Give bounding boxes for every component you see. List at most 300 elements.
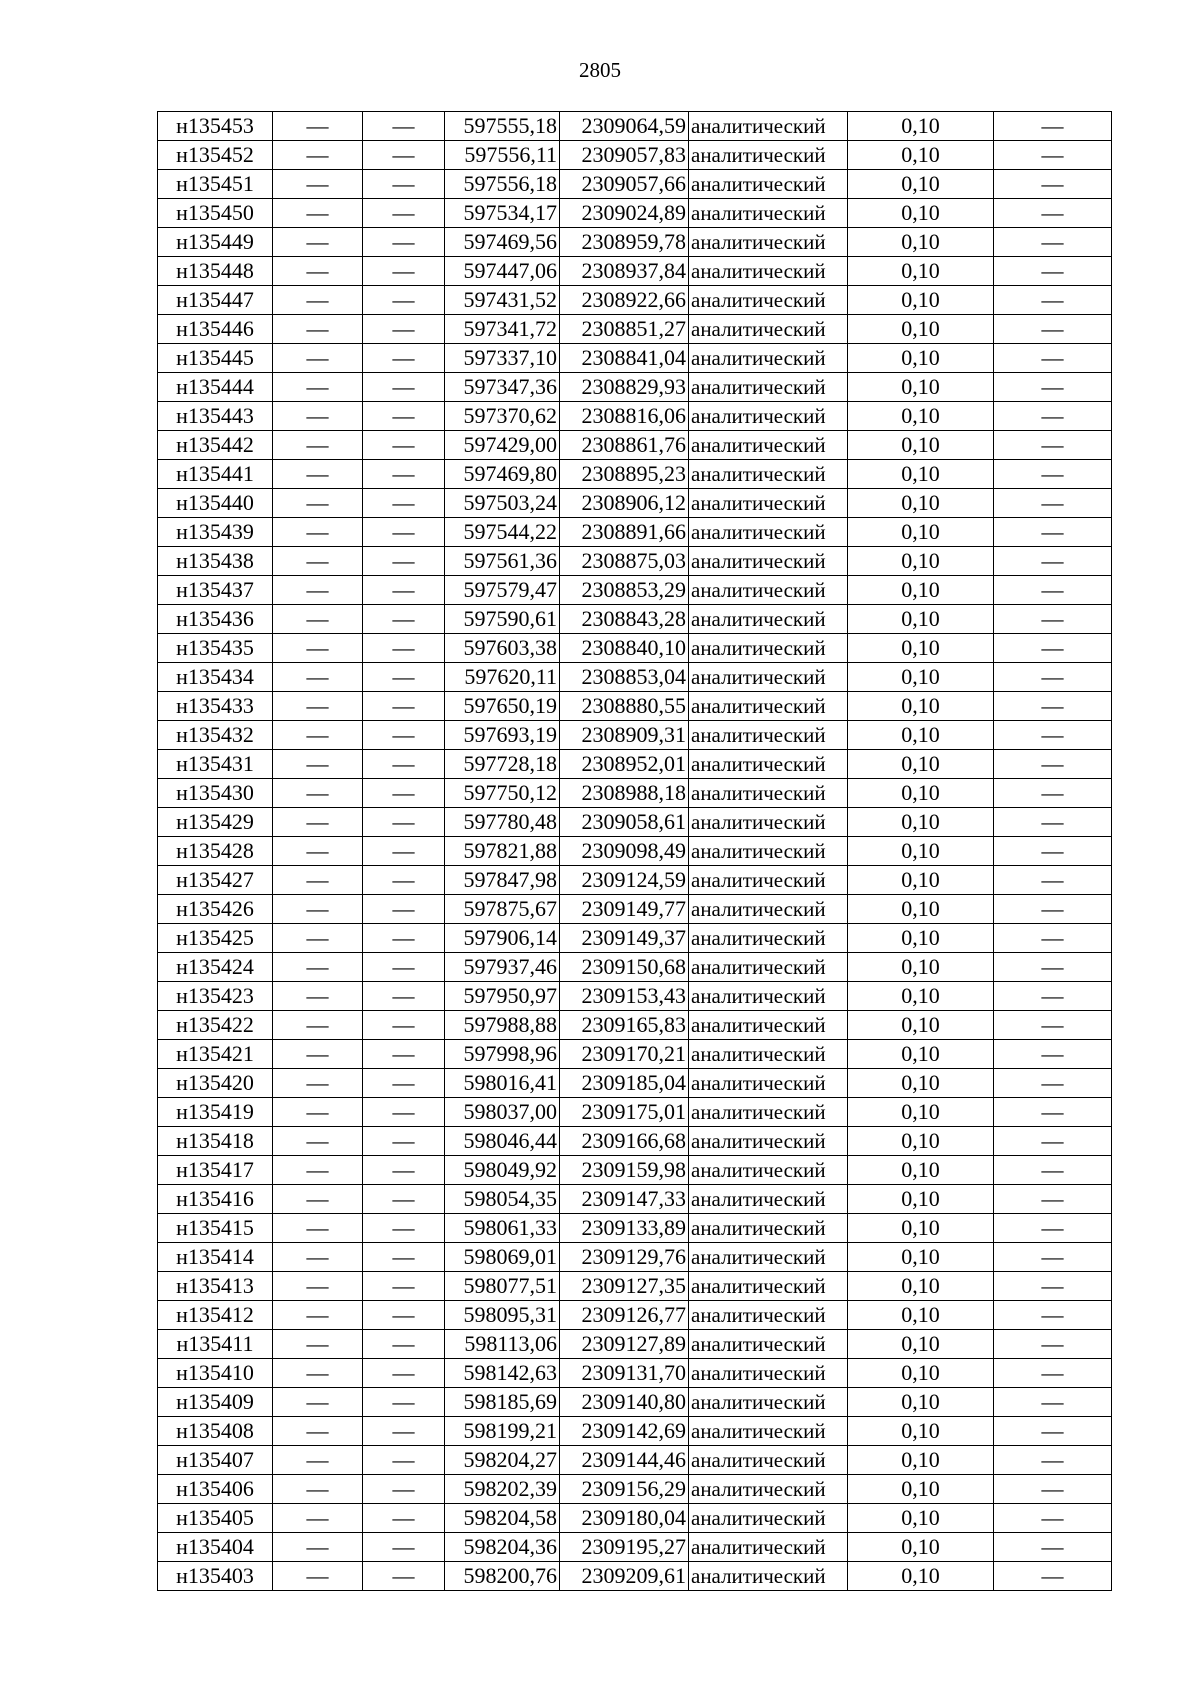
x-coordinate-cell: 598204,58: [445, 1504, 560, 1533]
dash-cell: —: [994, 402, 1112, 431]
accuracy-cell: 0,10: [848, 257, 994, 286]
dash-cell: —: [994, 1533, 1112, 1562]
accuracy-cell: 0,10: [848, 141, 994, 170]
x-coordinate-cell: 597555,18: [445, 112, 560, 141]
dash-cell: —: [994, 866, 1112, 895]
dash-cell: —: [994, 924, 1112, 953]
x-coordinate-cell: 598016,41: [445, 1069, 560, 1098]
method-cell: аналитический: [689, 1504, 848, 1533]
accuracy-cell: 0,10: [848, 1098, 994, 1127]
dash-cell: —: [994, 1040, 1112, 1069]
table-row: [158, 112, 1112, 141]
point-id-cell: н135435: [158, 634, 273, 663]
accuracy-cell: 0,10: [848, 1388, 994, 1417]
accuracy-cell: 0,10: [848, 170, 994, 199]
point-id-cell: н135436: [158, 605, 273, 634]
dash-cell: —: [273, 1417, 363, 1446]
accuracy-cell: 0,10: [848, 1330, 994, 1359]
dash-cell: —: [273, 779, 363, 808]
dash-cell: —: [363, 692, 445, 721]
dash-cell: —: [273, 112, 363, 141]
point-id-cell: н135421: [158, 1040, 273, 1069]
accuracy-cell: 0,10: [848, 402, 994, 431]
accuracy-cell: 0,10: [848, 1069, 994, 1098]
accuracy-cell: 0,10: [848, 1272, 994, 1301]
table-row: [158, 1011, 1112, 1040]
y-coordinate-cell: 2308906,12: [560, 489, 689, 518]
dash-cell: —: [994, 808, 1112, 837]
dash-cell: —: [363, 402, 445, 431]
point-id-cell: н135418: [158, 1127, 273, 1156]
dash-cell: —: [994, 1330, 1112, 1359]
dash-cell: —: [363, 1011, 445, 1040]
table-row: [158, 605, 1112, 634]
dash-cell: —: [273, 1504, 363, 1533]
y-coordinate-cell: 2308841,04: [560, 344, 689, 373]
y-coordinate-cell: 2309159,98: [560, 1156, 689, 1185]
dash-cell: —: [363, 779, 445, 808]
table-row: [158, 1417, 1112, 1446]
table-row: [158, 315, 1112, 344]
table-row: [158, 460, 1112, 489]
point-id-cell: н135406: [158, 1475, 273, 1504]
dash-cell: —: [363, 1040, 445, 1069]
dash-cell: —: [363, 634, 445, 663]
x-coordinate-cell: 597603,38: [445, 634, 560, 663]
y-coordinate-cell: 2309140,80: [560, 1388, 689, 1417]
y-coordinate-cell: 2309144,46: [560, 1446, 689, 1475]
x-coordinate-cell: 598204,27: [445, 1446, 560, 1475]
dash-cell: —: [994, 1417, 1112, 1446]
accuracy-cell: 0,10: [848, 779, 994, 808]
point-id-cell: н135408: [158, 1417, 273, 1446]
dash-cell: —: [273, 1098, 363, 1127]
point-id-cell: н135426: [158, 895, 273, 924]
accuracy-cell: 0,10: [848, 112, 994, 141]
method-cell: аналитический: [689, 373, 848, 402]
x-coordinate-cell: 597988,88: [445, 1011, 560, 1040]
dash-cell: —: [363, 1098, 445, 1127]
point-id-cell: н135442: [158, 431, 273, 460]
x-coordinate-cell: 597556,18: [445, 170, 560, 199]
dash-cell: —: [994, 837, 1112, 866]
dash-cell: —: [994, 112, 1112, 141]
point-id-cell: н135433: [158, 692, 273, 721]
table-row: [158, 866, 1112, 895]
x-coordinate-cell: 597503,24: [445, 489, 560, 518]
y-coordinate-cell: 2308853,04: [560, 663, 689, 692]
dash-cell: —: [994, 721, 1112, 750]
point-id-cell: н135417: [158, 1156, 273, 1185]
x-coordinate-cell: 598204,36: [445, 1533, 560, 1562]
method-cell: аналитический: [689, 692, 848, 721]
method-cell: аналитический: [689, 1127, 848, 1156]
table-row: [158, 895, 1112, 924]
method-cell: аналитический: [689, 1069, 848, 1098]
point-id-cell: н135429: [158, 808, 273, 837]
accuracy-cell: 0,10: [848, 315, 994, 344]
point-id-cell: н135403: [158, 1562, 273, 1591]
method-cell: аналитический: [689, 1214, 848, 1243]
y-coordinate-cell: 2309170,21: [560, 1040, 689, 1069]
point-id-cell: н135437: [158, 576, 273, 605]
table-row: [158, 141, 1112, 170]
dash-cell: —: [273, 518, 363, 547]
method-cell: аналитический: [689, 112, 848, 141]
method-cell: аналитический: [689, 1301, 848, 1330]
y-coordinate-cell: 2308851,27: [560, 315, 689, 344]
x-coordinate-cell: 597875,67: [445, 895, 560, 924]
y-coordinate-cell: 2308880,55: [560, 692, 689, 721]
y-coordinate-cell: 2308937,84: [560, 257, 689, 286]
x-coordinate-cell: 597906,14: [445, 924, 560, 953]
point-id-cell: н135448: [158, 257, 273, 286]
table-row: [158, 1243, 1112, 1272]
method-cell: аналитический: [689, 228, 848, 257]
dash-cell: —: [273, 489, 363, 518]
point-id-cell: н135447: [158, 286, 273, 315]
table-row: [158, 1504, 1112, 1533]
x-coordinate-cell: 598200,76: [445, 1562, 560, 1591]
dash-cell: —: [363, 1359, 445, 1388]
dash-cell: —: [994, 286, 1112, 315]
dash-cell: —: [994, 1214, 1112, 1243]
dash-cell: —: [363, 489, 445, 518]
dash-cell: —: [994, 315, 1112, 344]
accuracy-cell: 0,10: [848, 344, 994, 373]
dash-cell: —: [273, 1011, 363, 1040]
dash-cell: —: [363, 1330, 445, 1359]
dash-cell: —: [363, 1417, 445, 1446]
dash-cell: —: [363, 1504, 445, 1533]
method-cell: аналитический: [689, 1533, 848, 1562]
table-row: [158, 1214, 1112, 1243]
dash-cell: —: [994, 489, 1112, 518]
dash-cell: —: [273, 460, 363, 489]
dash-cell: —: [994, 547, 1112, 576]
x-coordinate-cell: 598069,01: [445, 1243, 560, 1272]
dash-cell: —: [994, 199, 1112, 228]
x-coordinate-cell: 598095,31: [445, 1301, 560, 1330]
y-coordinate-cell: 2309175,01: [560, 1098, 689, 1127]
method-cell: аналитический: [689, 1417, 848, 1446]
method-cell: аналитический: [689, 1098, 848, 1127]
method-cell: аналитический: [689, 170, 848, 199]
x-coordinate-cell: 598061,33: [445, 1214, 560, 1243]
x-coordinate-cell: 597693,19: [445, 721, 560, 750]
x-coordinate-cell: 597370,62: [445, 402, 560, 431]
y-coordinate-cell: 2309149,37: [560, 924, 689, 953]
point-id-cell: н135449: [158, 228, 273, 257]
x-coordinate-cell: 597590,61: [445, 605, 560, 634]
dash-cell: —: [994, 1301, 1112, 1330]
dash-cell: —: [273, 692, 363, 721]
x-coordinate-cell: 597534,17: [445, 199, 560, 228]
accuracy-cell: 0,10: [848, 634, 994, 663]
y-coordinate-cell: 2308895,23: [560, 460, 689, 489]
dash-cell: —: [273, 1214, 363, 1243]
y-coordinate-cell: 2308829,93: [560, 373, 689, 402]
dash-cell: —: [273, 808, 363, 837]
table-row: [158, 779, 1112, 808]
dash-cell: —: [273, 895, 363, 924]
dash-cell: —: [363, 373, 445, 402]
accuracy-cell: 0,10: [848, 1533, 994, 1562]
dash-cell: —: [363, 460, 445, 489]
y-coordinate-cell: 2309057,66: [560, 170, 689, 199]
dash-cell: —: [994, 1185, 1112, 1214]
method-cell: аналитический: [689, 547, 848, 576]
dash-cell: —: [994, 895, 1112, 924]
accuracy-cell: 0,10: [848, 982, 994, 1011]
dash-cell: —: [994, 1562, 1112, 1591]
dash-cell: —: [994, 982, 1112, 1011]
dash-cell: —: [363, 1069, 445, 1098]
x-coordinate-cell: 597728,18: [445, 750, 560, 779]
table-row: [158, 489, 1112, 518]
point-id-cell: н135446: [158, 315, 273, 344]
x-coordinate-cell: 597821,88: [445, 837, 560, 866]
table-row: [158, 576, 1112, 605]
method-cell: аналитический: [689, 402, 848, 431]
accuracy-cell: 0,10: [848, 663, 994, 692]
point-id-cell: н135430: [158, 779, 273, 808]
point-id-cell: н135434: [158, 663, 273, 692]
method-cell: аналитический: [689, 1011, 848, 1040]
x-coordinate-cell: 597998,96: [445, 1040, 560, 1069]
dash-cell: —: [273, 315, 363, 344]
x-coordinate-cell: 598142,63: [445, 1359, 560, 1388]
dash-cell: —: [994, 1127, 1112, 1156]
y-coordinate-cell: 2309195,27: [560, 1533, 689, 1562]
dash-cell: —: [273, 1272, 363, 1301]
dash-cell: —: [363, 1475, 445, 1504]
dash-cell: —: [994, 1156, 1112, 1185]
dash-cell: —: [273, 953, 363, 982]
dash-cell: —: [273, 605, 363, 634]
method-cell: аналитический: [689, 1156, 848, 1185]
point-id-cell: н135445: [158, 344, 273, 373]
dash-cell: —: [363, 1533, 445, 1562]
x-coordinate-cell: 597447,06: [445, 257, 560, 286]
accuracy-cell: 0,10: [848, 837, 994, 866]
dash-cell: —: [994, 1011, 1112, 1040]
dash-cell: —: [994, 460, 1112, 489]
point-id-cell: н135438: [158, 547, 273, 576]
table-row: [158, 721, 1112, 750]
x-coordinate-cell: 597579,47: [445, 576, 560, 605]
dash-cell: —: [363, 866, 445, 895]
accuracy-cell: 0,10: [848, 1040, 994, 1069]
table-row: [158, 692, 1112, 721]
dash-cell: —: [994, 692, 1112, 721]
accuracy-cell: 0,10: [848, 866, 994, 895]
point-id-cell: н135423: [158, 982, 273, 1011]
dash-cell: —: [994, 750, 1112, 779]
point-id-cell: н135443: [158, 402, 273, 431]
accuracy-cell: 0,10: [848, 1301, 994, 1330]
point-id-cell: н135428: [158, 837, 273, 866]
y-coordinate-cell: 2309180,04: [560, 1504, 689, 1533]
dash-cell: —: [273, 634, 363, 663]
point-id-cell: н135439: [158, 518, 273, 547]
table-row: [158, 199, 1112, 228]
dash-cell: —: [273, 1127, 363, 1156]
dash-cell: —: [994, 634, 1112, 663]
y-coordinate-cell: 2308891,66: [560, 518, 689, 547]
dash-cell: —: [363, 837, 445, 866]
dash-cell: —: [273, 1243, 363, 1272]
dash-cell: —: [994, 170, 1112, 199]
y-coordinate-cell: 2309209,61: [560, 1562, 689, 1591]
dash-cell: —: [273, 576, 363, 605]
accuracy-cell: 0,10: [848, 1127, 994, 1156]
dash-cell: —: [273, 1156, 363, 1185]
method-cell: аналитический: [689, 750, 848, 779]
dash-cell: —: [273, 1359, 363, 1388]
x-coordinate-cell: 598202,39: [445, 1475, 560, 1504]
accuracy-cell: 0,10: [848, 895, 994, 924]
x-coordinate-cell: 598054,35: [445, 1185, 560, 1214]
y-coordinate-cell: 2309165,83: [560, 1011, 689, 1040]
dash-cell: —: [273, 1301, 363, 1330]
dash-cell: —: [363, 721, 445, 750]
dash-cell: —: [994, 779, 1112, 808]
table-row: [158, 924, 1112, 953]
method-cell: аналитический: [689, 953, 848, 982]
y-coordinate-cell: 2309127,89: [560, 1330, 689, 1359]
table-row: [158, 808, 1112, 837]
y-coordinate-cell: 2309098,49: [560, 837, 689, 866]
dash-cell: —: [994, 1098, 1112, 1127]
point-id-cell: н135450: [158, 199, 273, 228]
point-id-cell: н135415: [158, 1214, 273, 1243]
y-coordinate-cell: 2309058,61: [560, 808, 689, 837]
dash-cell: —: [273, 1562, 363, 1591]
x-coordinate-cell: 598113,06: [445, 1330, 560, 1359]
table-row: [158, 1127, 1112, 1156]
dash-cell: —: [363, 1562, 445, 1591]
y-coordinate-cell: 2309064,59: [560, 112, 689, 141]
x-coordinate-cell: 597750,12: [445, 779, 560, 808]
table-row: [158, 1330, 1112, 1359]
point-id-cell: н135453: [158, 112, 273, 141]
accuracy-cell: 0,10: [848, 1156, 994, 1185]
coordinates-table-body: [158, 112, 1112, 1591]
table-row: [158, 344, 1112, 373]
dash-cell: —: [994, 663, 1112, 692]
method-cell: аналитический: [689, 460, 848, 489]
dash-cell: —: [273, 837, 363, 866]
y-coordinate-cell: 2309131,70: [560, 1359, 689, 1388]
y-coordinate-cell: 2309024,89: [560, 199, 689, 228]
accuracy-cell: 0,10: [848, 1011, 994, 1040]
point-id-cell: н135431: [158, 750, 273, 779]
point-id-cell: н135409: [158, 1388, 273, 1417]
y-coordinate-cell: 2309185,04: [560, 1069, 689, 1098]
table-row: [158, 170, 1112, 199]
x-coordinate-cell: 597847,98: [445, 866, 560, 895]
dash-cell: —: [273, 982, 363, 1011]
x-coordinate-cell: 597950,97: [445, 982, 560, 1011]
x-coordinate-cell: 597431,52: [445, 286, 560, 315]
table-row: [158, 953, 1112, 982]
y-coordinate-cell: 2308875,03: [560, 547, 689, 576]
dash-cell: —: [994, 953, 1112, 982]
method-cell: аналитический: [689, 1185, 848, 1214]
dash-cell: —: [363, 344, 445, 373]
y-coordinate-cell: 2309124,59: [560, 866, 689, 895]
method-cell: аналитический: [689, 721, 848, 750]
accuracy-cell: 0,10: [848, 750, 994, 779]
accuracy-cell: 0,10: [848, 1359, 994, 1388]
table-row: [158, 1533, 1112, 1562]
dash-cell: —: [363, 1301, 445, 1330]
accuracy-cell: 0,10: [848, 1504, 994, 1533]
dash-cell: —: [363, 286, 445, 315]
method-cell: аналитический: [689, 315, 848, 344]
point-id-cell: н135405: [158, 1504, 273, 1533]
x-coordinate-cell: 598037,00: [445, 1098, 560, 1127]
dash-cell: —: [363, 315, 445, 344]
dash-cell: —: [363, 1127, 445, 1156]
dash-cell: —: [994, 141, 1112, 170]
method-cell: аналитический: [689, 1388, 848, 1417]
table-row: [158, 1475, 1112, 1504]
point-id-cell: н135441: [158, 460, 273, 489]
accuracy-cell: 0,10: [848, 808, 994, 837]
table-row: [158, 547, 1112, 576]
dash-cell: —: [273, 228, 363, 257]
point-id-cell: н135427: [158, 866, 273, 895]
point-id-cell: н135420: [158, 1069, 273, 1098]
dash-cell: —: [994, 576, 1112, 605]
y-coordinate-cell: 2309142,69: [560, 1417, 689, 1446]
y-coordinate-cell: 2309057,83: [560, 141, 689, 170]
table-row: [158, 663, 1112, 692]
method-cell: аналитический: [689, 1272, 848, 1301]
dash-cell: —: [994, 1446, 1112, 1475]
accuracy-cell: 0,10: [848, 1475, 994, 1504]
x-coordinate-cell: 597620,11: [445, 663, 560, 692]
method-cell: аналитический: [689, 866, 848, 895]
point-id-cell: н135416: [158, 1185, 273, 1214]
dash-cell: —: [363, 228, 445, 257]
method-cell: аналитический: [689, 1243, 848, 1272]
y-coordinate-cell: 2308988,18: [560, 779, 689, 808]
accuracy-cell: 0,10: [848, 431, 994, 460]
dash-cell: —: [273, 170, 363, 199]
x-coordinate-cell: 597780,48: [445, 808, 560, 837]
accuracy-cell: 0,10: [848, 1214, 994, 1243]
method-cell: аналитический: [689, 779, 848, 808]
dash-cell: —: [363, 112, 445, 141]
dash-cell: —: [363, 257, 445, 286]
method-cell: аналитический: [689, 605, 848, 634]
method-cell: аналитический: [689, 1562, 848, 1591]
y-coordinate-cell: 2309127,35: [560, 1272, 689, 1301]
point-id-cell: н135404: [158, 1533, 273, 1562]
y-coordinate-cell: 2308922,66: [560, 286, 689, 315]
accuracy-cell: 0,10: [848, 1446, 994, 1475]
y-coordinate-cell: 2308909,31: [560, 721, 689, 750]
table-row: [158, 1098, 1112, 1127]
accuracy-cell: 0,10: [848, 518, 994, 547]
point-id-cell: н135412: [158, 1301, 273, 1330]
dash-cell: —: [363, 982, 445, 1011]
dash-cell: —: [363, 1243, 445, 1272]
y-coordinate-cell: 2309156,29: [560, 1475, 689, 1504]
